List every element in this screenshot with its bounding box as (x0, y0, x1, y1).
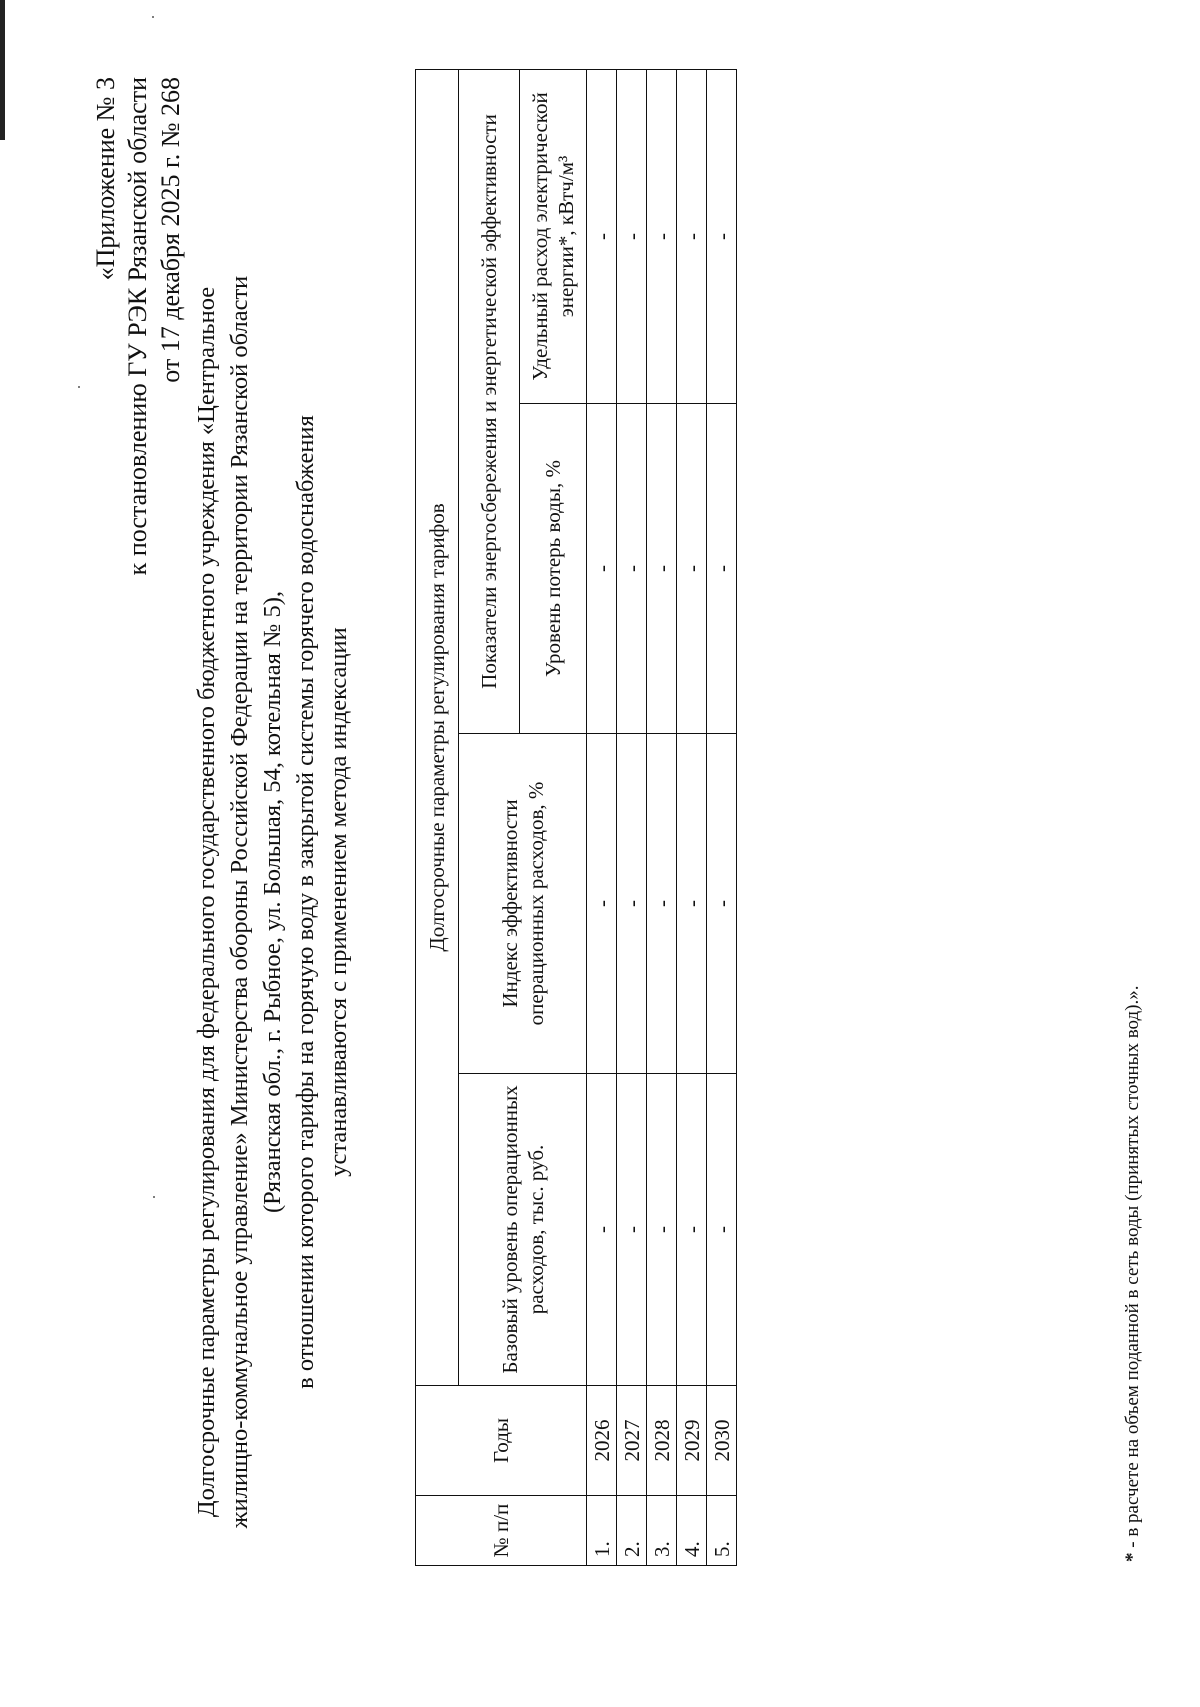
row-number: 5. (707, 1496, 737, 1566)
appendix-number: «Приложение № 3 (91, 77, 120, 281)
row-base-opex: - (587, 1074, 617, 1386)
header-water-loss: Уровень потерь воды, % (520, 404, 587, 734)
row-water-loss: - (647, 404, 677, 734)
table-row (647, 69, 677, 1565)
row-year: 2026 (587, 1386, 617, 1496)
row-water-loss: - (617, 404, 647, 734)
row-number: 2. (617, 1496, 647, 1566)
row-efficiency-index: - (677, 734, 707, 1074)
row-year: 2028 (647, 1386, 677, 1496)
row-specific-energy: - (707, 69, 737, 403)
row-efficiency-index: - (647, 734, 677, 1074)
row-specific-energy: - (617, 69, 647, 403)
table-row (707, 69, 737, 1565)
row-efficiency-index: - (587, 734, 617, 1074)
table-row (617, 69, 647, 1565)
header-years: Годы (416, 1386, 587, 1496)
footnote (1122, 986, 1144, 1563)
row-specific-energy: - (587, 69, 617, 403)
row-specific-energy: - (647, 69, 677, 403)
table-row (677, 69, 707, 1565)
header-number: № п/п (416, 1496, 587, 1566)
title-line: (Рязанская обл., г. Рыбное, ул. Большая, 54, котельная № 5), (259, 590, 286, 1214)
appendix-reference: к постановлению ГУ РЭК Рязанской области (123, 77, 152, 576)
row-base-opex: - (647, 1074, 677, 1386)
row-number: 3. (647, 1496, 677, 1566)
row-water-loss: - (707, 404, 737, 734)
row-specific-energy: - (677, 69, 707, 403)
title-line: устанавливаются с применением метода индексации (325, 627, 352, 1177)
header-specific-energy: Удельный расход электрической энергии*, кВтч/м³ (520, 69, 587, 403)
table-row (587, 69, 617, 1565)
row-efficiency-index: - (707, 734, 737, 1074)
row-number: 4. (677, 1496, 707, 1566)
row-number: 1. (587, 1496, 617, 1566)
header-long-term-parameters: Долгосрочные параметры регулирования тарифов (416, 69, 459, 1385)
row-base-opex: - (707, 1074, 737, 1386)
row-water-loss: - (587, 404, 617, 734)
row-year: 2030 (707, 1386, 737, 1496)
footnote-text: - в расчете на объем поданной в сеть воды (принятых сточных вод).». (1122, 985, 1143, 1548)
title-line: в отношении которого тарифы на горячую воду в закрытой системы горячего водоснабжения (292, 415, 319, 1389)
appendix-date: от 17 декабря 2025 г. № 268 (156, 77, 185, 383)
header-efficiency-index: Индекс эффективности операционных расходов, % (459, 734, 587, 1074)
row-water-loss: - (677, 404, 707, 734)
parameters-table (415, 69, 737, 1566)
header-base-opex: Базовый уровень операционных расходов, тыс. руб. (459, 1074, 587, 1386)
row-base-opex: - (617, 1074, 647, 1386)
header-energy-indicators: Показатели энергосбережения и энергетической эффективности (459, 69, 520, 733)
row-year: 2029 (677, 1386, 707, 1496)
row-year: 2027 (617, 1386, 647, 1496)
row-base-opex: - (677, 1074, 707, 1386)
title-line: Долгосрочные параметры регулирования для федерального государственного бюджетного учреждения «Центральное (193, 286, 220, 1518)
footnote-star: * (1122, 1552, 1143, 1562)
row-efficiency-index: - (617, 734, 647, 1074)
document-title (190, 237, 355, 1567)
title-line: жилищно-коммунальное управление» Министерства обороны Российской Федерации на территории Рязанской области (226, 275, 253, 1529)
